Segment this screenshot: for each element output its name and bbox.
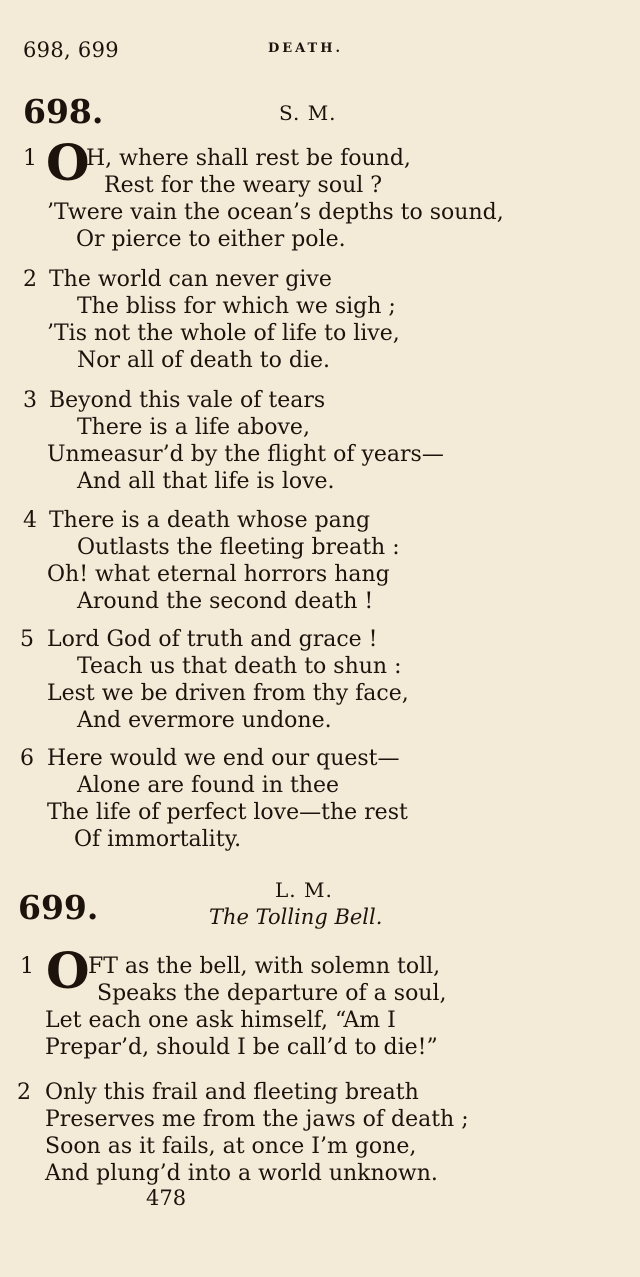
verse-line: Of immortality. bbox=[74, 827, 242, 852]
verse-line: Around the second death ! bbox=[77, 589, 374, 614]
verse-line: There is a life above, bbox=[77, 415, 310, 440]
verse-number: 1 bbox=[23, 146, 37, 171]
verse-number: 4 bbox=[23, 508, 37, 533]
hymn-number: 699. bbox=[18, 888, 99, 927]
verse-line: Soon as it fails, at once I’m gone, bbox=[45, 1134, 417, 1159]
verse-line: Or pierce to either pole. bbox=[76, 227, 346, 252]
hymn-number: 698. bbox=[23, 92, 104, 131]
verse-line: Unmeasur’d by the flight of years— bbox=[47, 442, 444, 467]
verse-line: Outlasts the fleeting breath : bbox=[77, 535, 400, 560]
verse-line: Prepar’d, should I be call’d to die!” bbox=[45, 1035, 438, 1060]
verse-line: Nor all of death to die. bbox=[77, 348, 330, 373]
drop-cap: O bbox=[46, 133, 90, 192]
verse-line: ’Twere vain the ocean’s depths to sound, bbox=[47, 200, 504, 225]
verse-line: Let each one ask himself, “Am I bbox=[45, 1008, 396, 1033]
verse-number: 2 bbox=[17, 1080, 31, 1105]
verse-line: Speaks the departure of a soul, bbox=[97, 981, 447, 1006]
verse-number: 3 bbox=[23, 388, 37, 413]
verse-line: There is a death whose pang bbox=[49, 508, 371, 533]
verse-number: 6 bbox=[20, 746, 34, 771]
running-head-title: DEATH. bbox=[268, 41, 344, 56]
verse-line: Lord God of truth and grace ! bbox=[47, 627, 378, 652]
verse-line: H, where shall rest be found, bbox=[86, 146, 411, 171]
verse-line: Lest we be driven from thy face, bbox=[47, 681, 409, 706]
verse-line: FT as the bell, with solemn toll, bbox=[88, 954, 441, 979]
verse-line: The life of perfect love—the rest bbox=[47, 800, 408, 825]
verse-line: Preserves me from the jaws of death ; bbox=[45, 1107, 469, 1132]
verse-line: And evermore undone. bbox=[77, 708, 332, 733]
verse-number: 5 bbox=[20, 627, 34, 652]
running-head-page-numbers: 698, 699 bbox=[23, 38, 119, 62]
hymn-meter: L. M. bbox=[275, 878, 333, 902]
verse-line: The bliss for which we sigh ; bbox=[77, 294, 396, 319]
verse-line: Only this frail and fleeting breath bbox=[45, 1080, 419, 1105]
verse-line: The world can never give bbox=[49, 267, 332, 292]
verse-number: 2 bbox=[23, 267, 37, 292]
verse-line: And all that life is love. bbox=[77, 469, 335, 494]
verse-number: 1 bbox=[20, 954, 34, 979]
hymn-meter: S. M. bbox=[279, 101, 337, 125]
verse-line: Alone are found in thee bbox=[77, 773, 340, 798]
drop-cap: O bbox=[46, 941, 90, 1000]
verse-line: Beyond this vale of tears bbox=[49, 388, 326, 413]
verse-line: Rest for the weary soul ? bbox=[104, 173, 383, 198]
verse-line: Teach us that death to shun : bbox=[77, 654, 402, 679]
verse-line: Oh! what eternal horrors hang bbox=[47, 562, 390, 587]
verse-line: Here would we end our quest— bbox=[47, 746, 400, 771]
hymn-subtitle: The Tolling Bell. bbox=[209, 905, 383, 929]
verse-line: ’Tis not the whole of life to live, bbox=[47, 321, 400, 346]
verse-line: And plung’d into a world unknown. bbox=[45, 1161, 438, 1186]
page-number: 478 bbox=[146, 1186, 187, 1210]
